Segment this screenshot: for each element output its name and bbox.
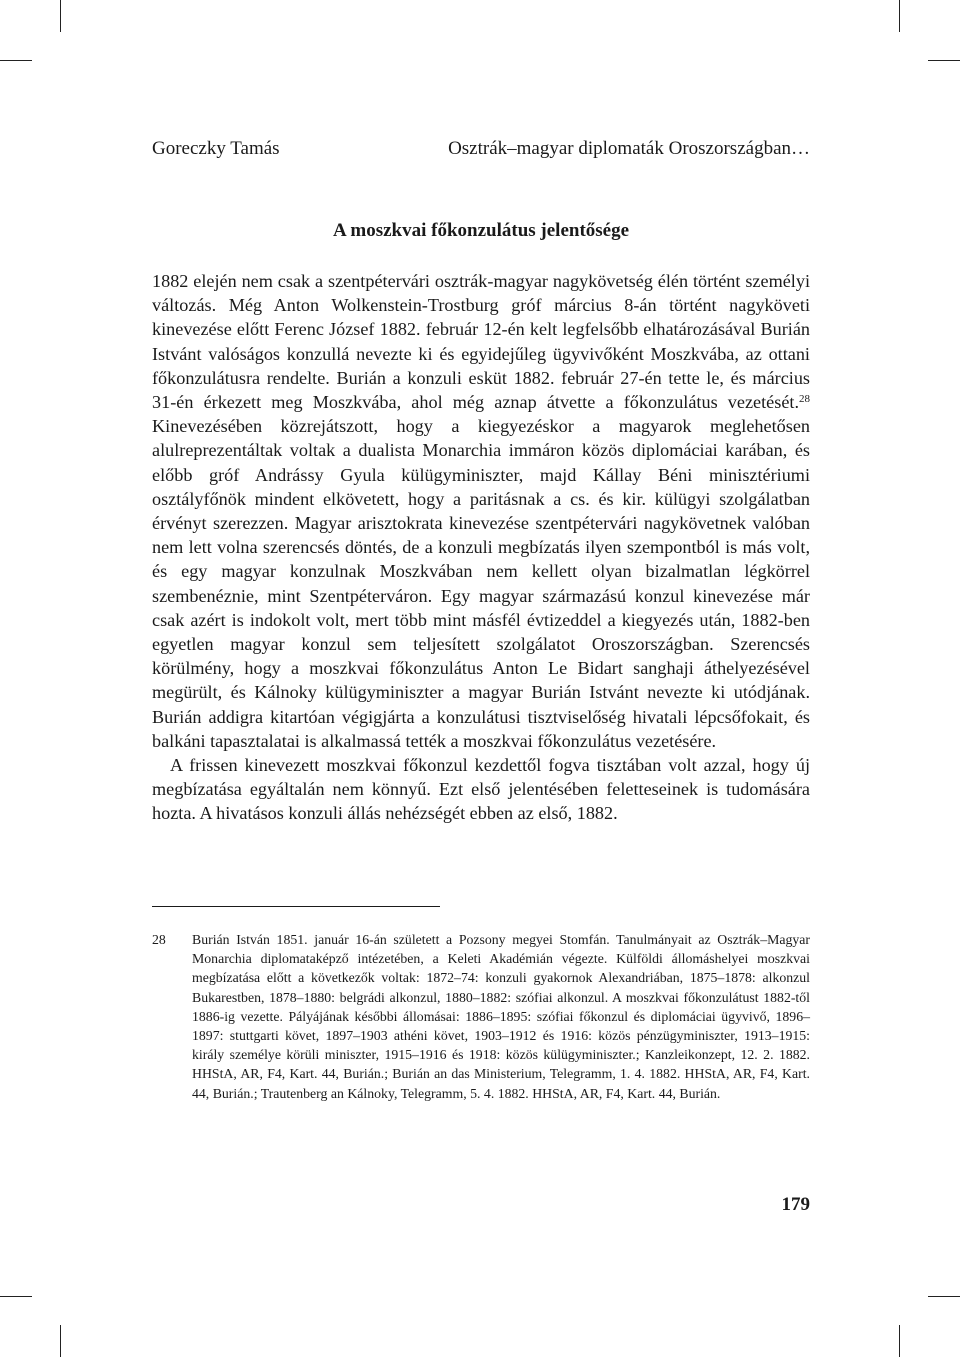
crop-mark-top-right [899, 0, 900, 32]
body-text [152, 269, 810, 826]
crop-mark-bottom-right [899, 1325, 900, 1357]
paragraph-1 [152, 269, 810, 753]
crop-mark-top-right-h [928, 60, 960, 61]
paragraph-1-part-2: Kinevezésében közrejátszott, hogy a kiegyezéskor a magyarok meglehetősen alulreprezentáltak voltak a dualista Monarchia immáron közös diplomáciai karában, és előbb gróf Andrássy Gyula külügyminiszter, majd Kállay Béni minisztériumi osztályfőnök mindent elkövetett, hogy a paritásnak a cs. és kir. külügyi szolgálatban érvényt szerezzen. Magyar arisztokrata kinevezése szentpétervári nagykövetnek valóban nem lett volna szerencsés döntés, de a konzuli megbízatás ilyen szempontból is más volt, és egy magyar konzulnak Moszkvában nem kellett olyan bizalmatlan légkörrel szembenéznie, mint Szentpéterváron. Egy magyar származású konzul kinevezése már csak azért is indokolt volt, mert több mint másfél évtizeddel a kiegyezés után, 1882-ben egyetlen magyar konzul sem teljesített szolgálatot Oroszországban. Szerencsés körülmény, hogy a moszkvai főkonzulátus Anton Le Bidart sanghaji áthelyezésével megürült, és Kálnoky külügyminiszter a magyar Burián Istvánt nevezte ki utódjának. Burián addigra kitartóan végigjárta a konzulátusi tisztviselőség hivatali lépcsőfokait, és balkáni tapasztalatai is alkalmassá tették a moszkvai főkonzulátus vezetésére. [152, 416, 810, 751]
section-heading: A moszkvai főkonzulátus jelentősége [332, 220, 630, 241]
running-head-title: Osztrák–magyar diplomaták Oroszországban… [448, 138, 810, 159]
paragraph-2: A frissen kinevezett moszkvai főkonzul kezdettől fogva tisztában volt azzal, hogy új megbízatása egyáltalán nem könnyű. Ezt első jelentésében feletteseinek is tudomására hozta. A hivatásos konzuli állás nehézségét ebben az első, 1882. [152, 755, 810, 824]
crop-mark-top-left-h [0, 60, 32, 61]
footnote-text: Burián István 1851. január 16-án született a Pozsony megyei Stomfán. Tanulmányait az Osztrák–Magyar Monarchia diplomataképző intézetében, a Keleti Akadémián végezte. Külföldi állomáshelyei moszkvai megbízatása előtt a következők voltak: 1872–74: konzuli gyakornok Alexandriában, 1875–1878: alkonzul Bukarestben, 1878–1880: belgrádi alkonzul, 1880–1882: szófiai alkonzul. A moszkvai főkonzulátust 1882-től 1886-ig vezette. Pályájának későbbi állomásai: 1886–1895: szófiai főkonzul és diplomáciai ügyvivő, 1896–1897: stuttgarti követ, 1897–1903 athéni követ, 1903–1912 és 1916: közös pénzügyminiszter, 1913–1915: király személye körüli miniszter, 1915–1916 és 1918: közös külügyminiszter.; Kanzleikonzept, 12. 2. 1882. HHStA, AR, F4, Kart. 44, Burián.; Burián an das Ministerium, Telegramm, 1. 4. 1882. HHStA, AR, F4, Kart. 44, Burián.; Trautenberg an Kálnoky, Telegramm, 5. 4. 1882. HHStA, AR, F4, Kart. 44, Burián. [192, 932, 810, 1101]
running-head [152, 136, 810, 162]
footnote-reference[interactable]: 28 [799, 393, 810, 406]
footnote-number: 28 [152, 932, 166, 947]
footnote-rule [152, 906, 440, 907]
footnote [152, 930, 810, 1103]
page-number: 179 [781, 1194, 810, 1215]
running-head-author: Goreczky Tamás [152, 138, 280, 159]
crop-mark-top-left [60, 0, 61, 32]
crop-mark-bottom-left-h [0, 1296, 32, 1297]
paragraph-1-part-1: 1882 elején nem csak a szentpétervári osztrák-magyar nagykövetség élén történt személyi változás. Még Anton Wolkenstein-Trostburg gróf március 8-án történt nagyköveti kinevezése előtt Ferenc József 1882. február 12-én kelt legfelsőbb elhatározásával Burián Istvánt valóságos konzullá nevezte ki és egyidejűleg ügyvivőként Moszkvába, az ottani főkonzulátusra rendelte. Burián a konzuli esküt 1882. február 27-én tette le, és március 31-én érkezett meg Moszkvába, ahol még aznap átvette a főkonzulátus vezetését. [152, 271, 810, 413]
crop-mark-bottom-left [60, 1325, 61, 1357]
crop-mark-bottom-right-h [928, 1296, 960, 1297]
